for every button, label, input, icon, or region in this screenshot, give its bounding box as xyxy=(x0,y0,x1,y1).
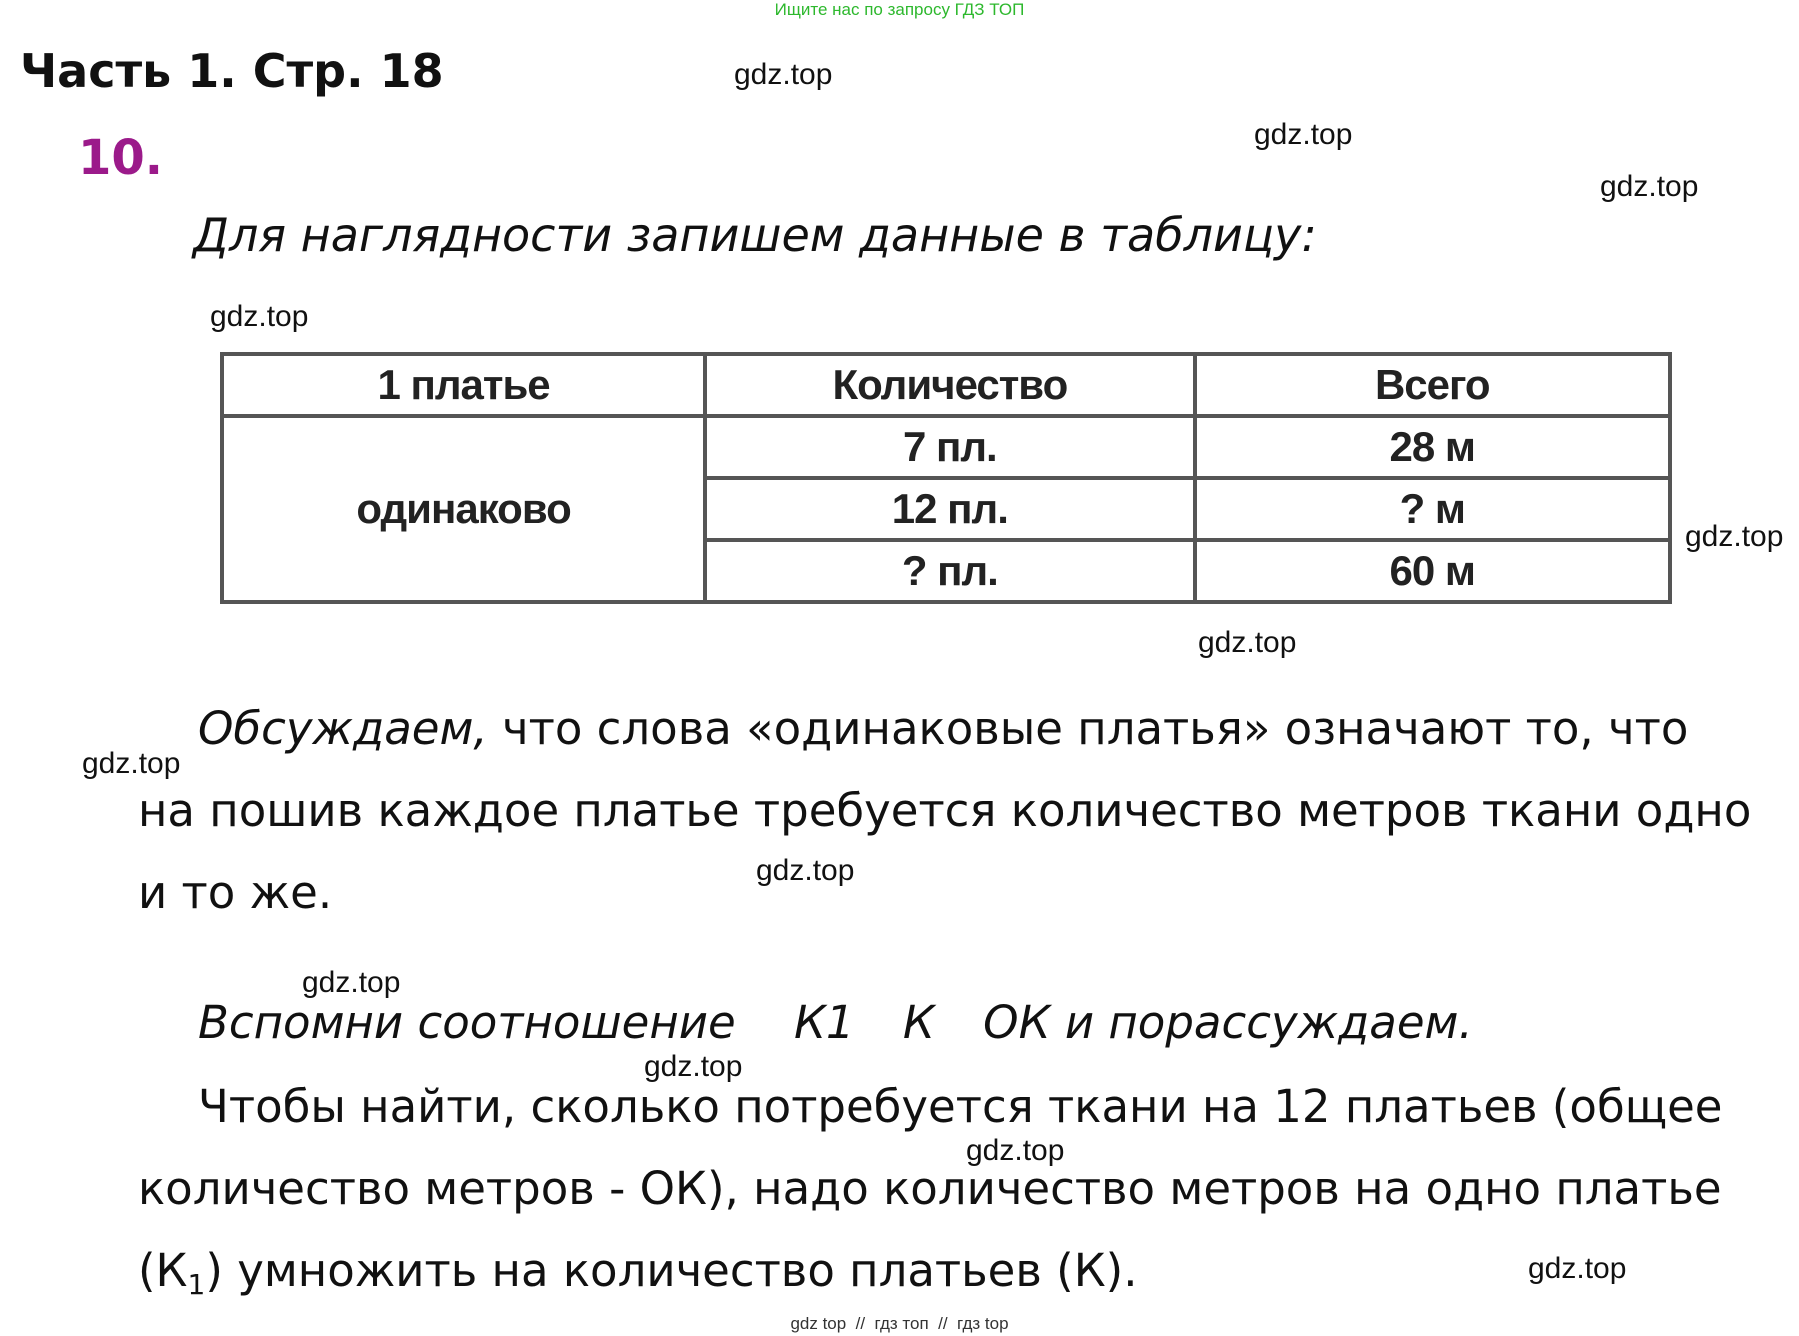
table-header-cell: Всего xyxy=(1195,354,1670,416)
footer-watermark: gdz top // гдз топ // гдз top xyxy=(790,1314,1009,1333)
paragraph-line: на пошив каждое платье требуется количество метров ткани одно xyxy=(138,784,1752,837)
text-span: ) умножить на количество платьев (К). xyxy=(205,1244,1138,1297)
relation-k1: К1 xyxy=(793,996,855,1049)
relation-line xyxy=(198,996,1473,1049)
paragraph-line: и то же. xyxy=(138,866,333,919)
text-span: (К xyxy=(138,1244,188,1297)
table-cell: 28 м xyxy=(1195,416,1670,478)
table-cell: 7 пл. xyxy=(705,416,1194,478)
watermark: gdz.top xyxy=(1685,520,1784,553)
watermark: gdz.top xyxy=(1600,170,1699,203)
watermark: gdz.top xyxy=(210,300,309,333)
relation-k: К xyxy=(902,996,935,1049)
table-row xyxy=(222,416,1670,478)
watermark: gdz.top xyxy=(1254,118,1353,151)
paragraph-line: количество метров - ОК), надо количество метров на одно платье xyxy=(138,1162,1722,1215)
watermark: gdz.top xyxy=(82,747,181,780)
table-cell: 60 м xyxy=(1195,540,1670,602)
table-header-cell: 1 платье xyxy=(222,354,705,416)
top-banner: Ищите нас по запросу ГДЗ ТОП xyxy=(774,0,1025,19)
page-title: Часть 1. Стр. 18 xyxy=(20,44,444,98)
watermark: gdz.top xyxy=(1198,626,1297,659)
italic-lead: Обсуждаем, xyxy=(198,702,488,755)
intro-text: Для наглядности запишем данные в таблицу: xyxy=(193,208,1317,262)
watermark: gdz.top xyxy=(756,854,855,887)
table-cell: 12 пл. xyxy=(705,478,1194,540)
task-number: 10. xyxy=(78,130,164,186)
watermark: gdz.top xyxy=(302,966,401,999)
watermark: gdz.top xyxy=(644,1050,743,1083)
paragraph-line xyxy=(138,1244,1138,1301)
table-cell: ? м xyxy=(1195,478,1670,540)
relation-tail: ОК и порассуждаем. xyxy=(983,996,1473,1049)
table-cell: ? пл. xyxy=(705,540,1194,602)
table-header-cell: Количество xyxy=(705,354,1194,416)
paragraph-line xyxy=(198,702,1688,755)
data-table xyxy=(220,352,1672,604)
subscript: 1 xyxy=(187,1268,206,1301)
watermark: gdz.top xyxy=(966,1134,1065,1167)
paragraph-line: Чтобы найти, сколько потребуется ткани на 12 платьев (общее xyxy=(198,1080,1723,1133)
relation-lead: Вспомни соотношение xyxy=(198,996,736,1049)
text-span: что слова «одинаковые платья» означают то, что xyxy=(487,702,1689,755)
watermark: gdz.top xyxy=(734,58,833,91)
watermark: gdz.top xyxy=(1528,1252,1627,1285)
table-merged-cell: одинаково xyxy=(222,416,705,602)
table-header-row xyxy=(222,354,1670,416)
